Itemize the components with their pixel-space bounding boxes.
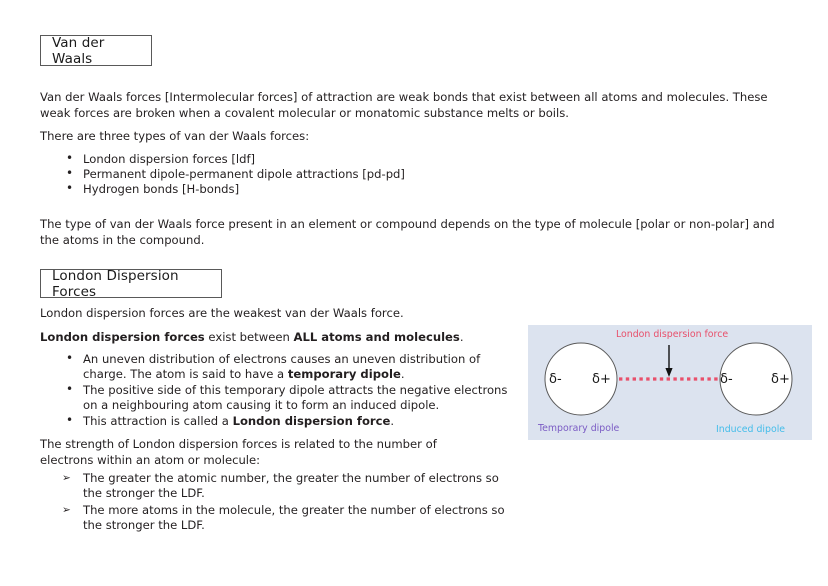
list-item bbox=[62, 414, 510, 429]
right-atom-delta-negative: δ- bbox=[720, 372, 733, 387]
text-exist-between: exist between bbox=[204, 330, 294, 344]
list-item-text-after: . bbox=[390, 413, 395, 428]
paragraph-ldf-weakest: London dispersion forces are the weakest van der Waals force. bbox=[40, 306, 404, 320]
paragraph-force-type-depends: The type of van der Waals force present in an element or compound depends on the type of molecule [polar or non-polar] and the atoms in the compound. bbox=[40, 217, 775, 247]
list-item-label: Permanent dipole-permanent dipole attractions [pd-pd] bbox=[83, 167, 405, 182]
list-item-label: Hydrogen bonds [H-bonds] bbox=[83, 182, 240, 197]
list-item-label: London dispersion forces [ldf] bbox=[83, 152, 256, 166]
diagram-label-temporary-dipole: Temporary dipole bbox=[538, 423, 620, 434]
list-item-bold: London dispersion force bbox=[232, 413, 391, 428]
list-ldf-mechanism bbox=[62, 352, 510, 429]
bold-all-atoms-and-molecules: ALL atoms and molecules bbox=[293, 330, 460, 344]
list-item-text-before: An uneven distribution of electrons causes an uneven distribution of charge. The atom is said to have a bbox=[83, 352, 481, 382]
diagram-label-induced-dipole: Induced dipole bbox=[716, 424, 786, 435]
paragraph-van-der-waals-intro: Van der Waals forces [Intermolecular forces] of attraction are weak bonds that exist between all atoms and molecules. These weak forces are broken when a covalent molecular or monatomic substance melts or boils. bbox=[40, 90, 768, 120]
list-item bbox=[62, 383, 510, 414]
heading-text: Van der Waals bbox=[52, 34, 105, 67]
list-van-der-waals-types bbox=[62, 152, 522, 198]
list-item-label: The greater the atomic number, the greater the number of electrons so the stronger the LDF. bbox=[83, 471, 499, 501]
list-item-label: The more atoms in the molecule, the greater the number of electrons so the stronger the LDF. bbox=[83, 502, 505, 533]
list-item-bold: temporary dipole bbox=[287, 367, 401, 382]
bold-london-dispersion-forces: London dispersion forces bbox=[40, 330, 205, 344]
list-item-text-after: . bbox=[400, 367, 405, 382]
section-heading-london-dispersion-forces bbox=[40, 269, 222, 298]
diagram-label-london-dispersion-force: London dispersion force bbox=[616, 329, 729, 340]
list-item bbox=[62, 471, 510, 502]
list-item bbox=[62, 182, 522, 197]
paragraph-ldf-strength: The strength of London dispersion forces is related to the number of electrons within an atom or molecule: bbox=[40, 437, 437, 467]
force-pointer-arrow-head bbox=[665, 368, 672, 377]
list-item-text-before: The positive side of this temporary dipole attracts the negative electrons on a neighbouring atom causing it to form an induced dipole. bbox=[83, 382, 508, 413]
london-dispersion-force-diagram bbox=[528, 325, 812, 440]
heading-text: London Dispersion Forces bbox=[52, 267, 179, 300]
list-item bbox=[62, 167, 522, 182]
list-item bbox=[62, 152, 522, 167]
left-atom-delta-positive: δ+ bbox=[592, 372, 611, 387]
section-heading-van-der-waals bbox=[40, 35, 152, 66]
list-item bbox=[62, 352, 510, 383]
left-atom-delta-negative: δ- bbox=[549, 372, 562, 387]
list-item-text-before: This attraction is called a bbox=[83, 413, 233, 428]
text-period: . bbox=[459, 330, 464, 344]
paragraph-ldf-exist bbox=[40, 330, 510, 346]
list-item bbox=[62, 503, 510, 534]
list-ldf-strength-factors bbox=[62, 471, 510, 535]
paragraph-three-types-lead-in: There are three types of van der Waals forces: bbox=[40, 129, 310, 143]
right-atom-delta-positive: δ+ bbox=[771, 372, 790, 387]
